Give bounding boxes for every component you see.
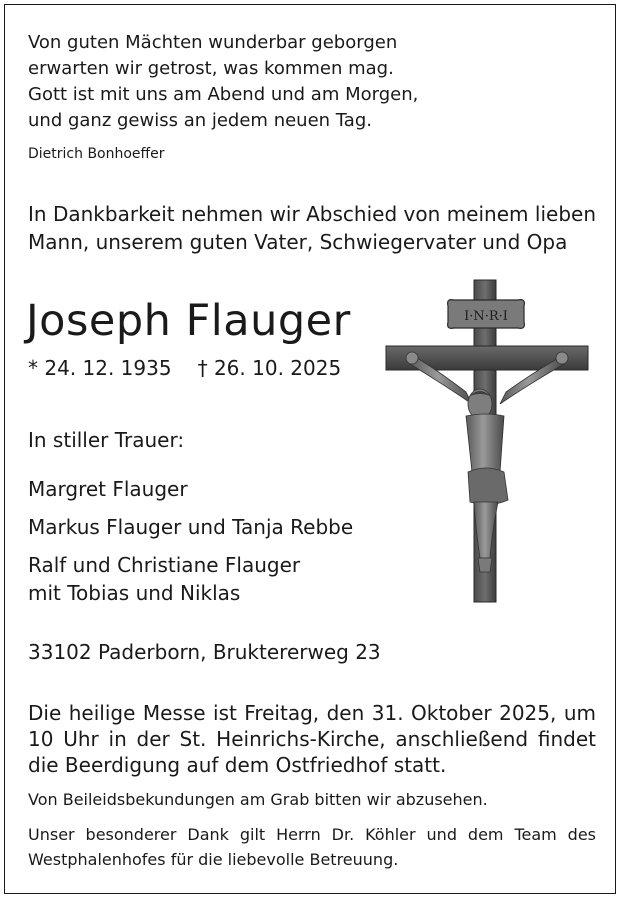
poem-line: Von guten Mächten wunderbar geborgen xyxy=(28,32,398,53)
deceased-name: Joseph Flauger xyxy=(26,296,351,346)
mass-info: Die heilige Messe ist Freitag, den 31. Oktober 2025, um 10 Uhr in der St. Heinrichs-Kirche, anschließend findet die Beerdigung auf dem Ostfriedhof statt. xyxy=(28,701,596,777)
poem-line: Gott ist mit uns am Abend und am Morgen, xyxy=(28,84,419,105)
poem-line: erwarten wir getrost, was kommen mag. xyxy=(28,58,394,79)
intro-text: In Dankbarkeit nehmen wir Abschied von meinem lieben Mann, unserem guten Vater, Schwiegervater und Opa xyxy=(28,202,596,254)
mourning-heading: In stiller Trauer: xyxy=(28,428,185,452)
family-list xyxy=(28,475,353,617)
thanks-text: Unser besonderer Dank gilt Herrn Dr. Köhler und dem Team des Westphalenhofes für die liebevolle Betreuung. xyxy=(28,825,596,869)
death-date: † 26. 10. 2025 xyxy=(197,356,342,380)
address: 33102 Paderborn, Bruktererweg 23 xyxy=(28,640,381,664)
poem xyxy=(28,30,418,134)
birth-date: * 24. 12. 1935 xyxy=(28,356,172,380)
family-member: Margret Flauger xyxy=(28,477,188,501)
cross-inscription: I·N·R·I xyxy=(464,309,508,324)
condolence-note: Von Beileidsbekundungen am Grab bitten wir abzusehen. xyxy=(28,790,488,809)
family-member: Ralf und Christiane Flauger mit Tobias und Niklas xyxy=(28,553,301,605)
poem-author: Dietrich Bonhoeffer xyxy=(28,146,165,162)
poem-line: und ganz gewiss an jedem neuen Tag. xyxy=(28,110,372,131)
life-dates xyxy=(28,356,341,380)
family-member: Markus Flauger und Tanja Rebbe xyxy=(28,515,354,539)
crucifix-icon xyxy=(380,276,592,606)
